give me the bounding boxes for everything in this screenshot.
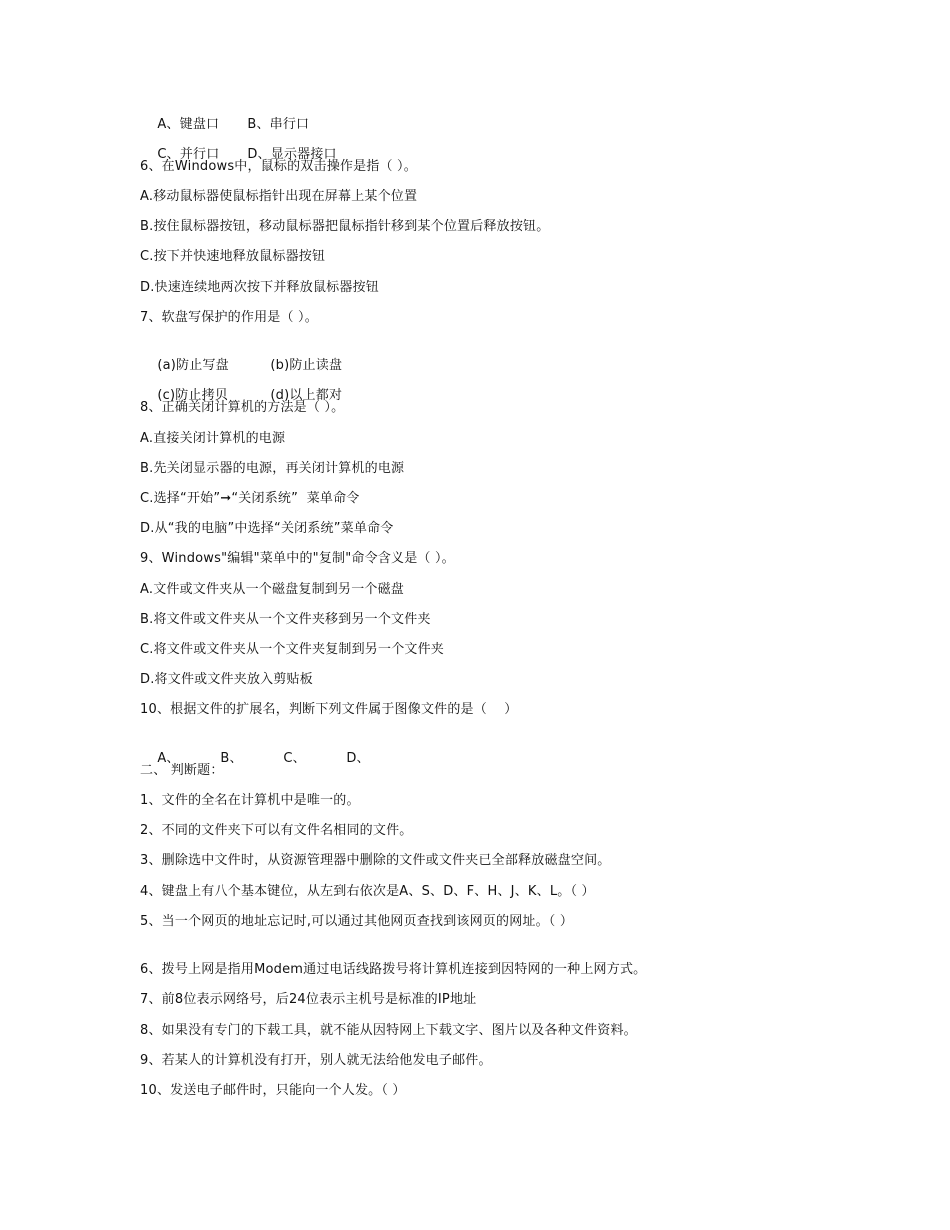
question-text: 10、根据文件的扩展名，判断下列文件属于图像文件的是（ ） [140, 702, 518, 717]
statement-item: 5、当一个网页的地址忘记时,可以通过其他网页查找到该网页的网址。（ ） [140, 914, 574, 929]
answer-option: A.移动鼠标器使鼠标指针出现在屏幕上某个位置 [140, 189, 418, 204]
answer-option: C.按下并快速地释放鼠标器按钮 [140, 249, 326, 264]
answer-option: D.将文件或文件夹放入剪贴板 [140, 672, 313, 687]
question-text: 7、软盘写保护的作用是（ ）。 [140, 310, 318, 325]
option-a: A、 [157, 751, 180, 766]
option-a: A、键盘口 [157, 117, 220, 132]
answer-option: B.按住鼠标器按钮，移动鼠标器把鼠标指针移到某个位置后释放按钮。 [140, 219, 550, 234]
statement-item: 7、前8位表示网络号，后24位表示主机号是标准的IP地址 [140, 992, 477, 1007]
statement-item: 10、发送电子邮件时，只能向一个人发。（ ） [140, 1083, 406, 1098]
option-d: (d)以上都对 [270, 388, 343, 403]
option-d: D、显示器接口 [247, 147, 337, 162]
question-text: 6、在Windows中，鼠标的双击操作是指（ ）。 [140, 159, 417, 174]
statement-item: 4、键盘上有八个基本键位，从左到右依次是A、S、D、F、H、J、K、L。（ ） [140, 884, 595, 899]
answer-option: D.从“我的电脑”中选择“关闭系统”菜单命令 [140, 521, 394, 536]
answer-option: A.文件或文件夹从一个磁盘复制到另一个磁盘 [140, 582, 404, 597]
answer-option: B.先关闭显示器的电源，再关闭计算机的电源 [140, 461, 405, 476]
answer-option: C.选择“开始”➞“关闭系统” 菜单命令 [140, 491, 360, 506]
statement-item: 6、拨号上网是指用Modem通过电话线路拨号将计算机连接到因特网的一种上网方式。 [140, 962, 647, 977]
statement-item: 3、删除选中文件时，从资源管理器中删除的文件或文件夹已全部释放磁盘空间。 [140, 853, 611, 868]
statement-item: 2、不同的文件夹下可以有文件名相同的文件。 [140, 823, 413, 838]
option-c: C、并行口 [157, 147, 220, 162]
option-c: (c)防止拷贝 [157, 388, 229, 403]
section-heading: 二、 判断题： [140, 763, 224, 778]
statement-item: 1、文件的全名在计算机中是唯一的。 [140, 793, 360, 808]
answer-option: C.将文件或文件夹从一个文件夹复制到另一个文件夹 [140, 642, 445, 657]
statement-item: 8、如果没有专门的下载工具，就不能从因特网上下载文字、图片以及各种文件资料。 [140, 1023, 637, 1038]
question-text: 8、正确关闭计算机的方法是（ ）。 [140, 400, 345, 415]
answer-option: D.快速连续地两次按下并释放鼠标器按钮 [140, 280, 379, 295]
option-c: C、 [283, 751, 306, 766]
option-b: B、串行口 [247, 117, 310, 132]
answer-option: A.直接关闭计算机的电源 [140, 431, 286, 446]
option-d: D、 [346, 751, 370, 766]
option-b: (b)防止读盘 [270, 358, 343, 373]
option-b: B、 [220, 751, 243, 766]
statement-item: 9、若某人的计算机没有打开，别人就无法给他发电子邮件。 [140, 1053, 492, 1068]
option-a: (a)防止写盘 [157, 358, 229, 373]
question-text: 9、Windows"编辑"菜单中的"复制"命令含义是（ ）。 [140, 551, 455, 566]
answer-option: B.将文件或文件夹从一个文件夹移到另一个文件夹 [140, 612, 431, 627]
